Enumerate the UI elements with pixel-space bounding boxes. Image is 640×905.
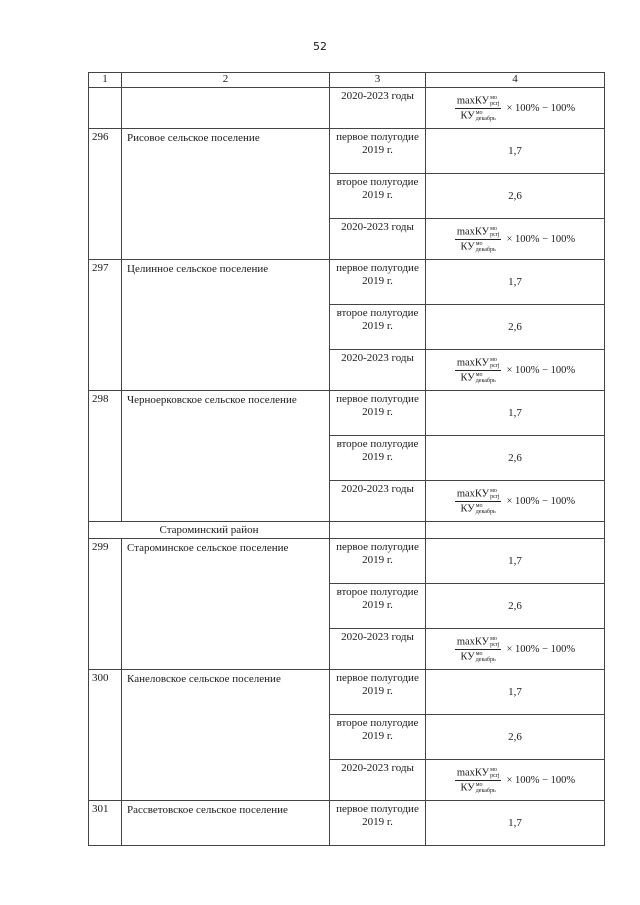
header-col-1: 1	[89, 73, 122, 88]
formula-denominator: КУ	[460, 240, 475, 252]
formula-fraction	[455, 95, 502, 122]
period-cell: второе полугодие 2019 г.	[330, 584, 426, 629]
district-name: Староминский район	[89, 522, 330, 539]
period-cell: 2020-2023 годы	[330, 760, 426, 801]
period-cell: второе полугодие 2019 г.	[330, 305, 426, 350]
formula-numerator-sub: pcrj	[490, 362, 500, 369]
settlement-name: Канеловское сельское поселение	[122, 670, 330, 801]
formula-denominator-sup: мо	[475, 371, 483, 378]
formula-numerator-sub: pcrj	[490, 772, 500, 779]
formula-cell	[426, 350, 605, 391]
formula-cell	[426, 760, 605, 801]
value-cell: 1,7	[426, 129, 605, 174]
row-number: 299	[89, 539, 122, 670]
formula-denominator-sub: декабрь	[475, 115, 496, 122]
formula-denominator-sup: мо	[475, 240, 483, 247]
period-cell: 2020-2023 годы	[330, 350, 426, 391]
formula-fraction	[455, 767, 502, 794]
table-row	[89, 539, 605, 584]
formula-numerator: maxКУ	[456, 94, 490, 106]
table-row	[89, 670, 605, 715]
formula-denominator-sub: декабрь	[475, 246, 496, 253]
period-cell: 2020-2023 годы	[330, 629, 426, 670]
data-table	[88, 72, 605, 846]
formula-denominator: КУ	[460, 109, 475, 121]
formula-multiplier: × 100% − 100%	[506, 643, 576, 655]
period-cell: 2020-2023 годы	[330, 219, 426, 260]
formula-numerator-sup: мо	[490, 766, 497, 773]
formula-numerator-sup: мо	[490, 487, 497, 494]
value-cell: 2,6	[426, 174, 605, 219]
settlement-name: Рисовое сельское поселение	[122, 129, 330, 260]
header-row	[89, 73, 605, 88]
formula-numerator: maxКУ	[456, 225, 490, 237]
formula-fraction	[455, 636, 502, 663]
row-number: 301	[89, 801, 122, 846]
period-cell: первое полугодие 2019 г.	[330, 801, 426, 846]
value-cell: 2,6	[426, 305, 605, 350]
formula-numerator: maxКУ	[456, 635, 490, 647]
formula-numerator: maxКУ	[456, 356, 490, 368]
value-cell: 1,7	[426, 539, 605, 584]
settlement-name: Староминское сельское поселение	[122, 539, 330, 670]
formula-denominator-sub: декабрь	[475, 508, 496, 515]
formula-numerator-sub: pcrj	[490, 231, 500, 238]
formula-cell	[426, 88, 605, 129]
formula	[426, 629, 604, 669]
period-cell: первое полугодие 2019 г.	[330, 260, 426, 305]
period-cell: первое полугодие 2019 г.	[330, 129, 426, 174]
period-cell: первое полугодие 2019 г.	[330, 539, 426, 584]
formula-numerator-sup: мо	[490, 635, 497, 642]
header-col-4: 4	[426, 73, 605, 88]
formula-multiplier: × 100% − 100%	[506, 774, 576, 786]
value-cell: 2,6	[426, 715, 605, 760]
formula-numerator: maxКУ	[456, 487, 490, 499]
formula-fraction	[455, 488, 502, 515]
period-cell: первое полугодие 2019 г.	[330, 670, 426, 715]
row-number: 300	[89, 670, 122, 801]
formula	[426, 350, 604, 390]
settlement-name: Целинное сельское поселение	[122, 260, 330, 391]
table-row	[89, 260, 605, 305]
formula	[426, 481, 604, 521]
formula-numerator-sub: pcrj	[490, 493, 500, 500]
formula-cell	[426, 629, 605, 670]
formula-numerator-sup: мо	[490, 225, 497, 232]
period-cell: первое полугодие 2019 г.	[330, 391, 426, 436]
formula-denominator-sub: декабрь	[475, 787, 496, 794]
formula-cell	[426, 219, 605, 260]
value-cell: 1,7	[426, 260, 605, 305]
formula-denominator: КУ	[460, 781, 475, 793]
formula-numerator-sub: pcrj	[490, 100, 500, 107]
formula-denominator: КУ	[460, 650, 475, 662]
formula-fraction	[455, 357, 502, 384]
district-row	[89, 522, 605, 539]
formula-numerator-sup: мо	[490, 94, 497, 101]
period-cell: второе полугодие 2019 г.	[330, 715, 426, 760]
formula-multiplier: × 100% − 100%	[506, 102, 576, 114]
formula-denominator-sup: мо	[475, 650, 483, 657]
value-cell: 2,6	[426, 436, 605, 481]
period-cell: 2020-2023 годы	[330, 88, 426, 129]
formula-numerator-sub: pcrj	[490, 641, 500, 648]
period-cell: второе полугодие 2019 г.	[330, 436, 426, 481]
formula-multiplier: × 100% − 100%	[506, 495, 576, 507]
table-row	[89, 129, 605, 174]
table-row	[89, 88, 605, 129]
formula	[426, 219, 604, 259]
formula-multiplier: × 100% − 100%	[506, 364, 576, 376]
formula-denominator-sub: декабрь	[475, 377, 496, 384]
table-row	[89, 391, 605, 436]
formula-multiplier: × 100% − 100%	[506, 233, 576, 245]
value-cell: 1,7	[426, 670, 605, 715]
formula-denominator-sup: мо	[475, 502, 483, 509]
value-cell: 1,7	[426, 391, 605, 436]
formula-numerator-sup: мо	[490, 356, 497, 363]
row-number: 297	[89, 260, 122, 391]
formula-denominator-sup: мо	[475, 109, 483, 116]
formula	[426, 88, 604, 128]
formula-cell	[426, 481, 605, 522]
formula	[426, 760, 604, 800]
table-row	[89, 801, 605, 846]
period-cell: второе полугодие 2019 г.	[330, 174, 426, 219]
formula-denominator-sub: декабрь	[475, 656, 496, 663]
header-col-2: 2	[122, 73, 330, 88]
value-cell: 2,6	[426, 584, 605, 629]
page-number: 52	[313, 40, 327, 53]
settlement-name: Рассветовское сельское поселение	[122, 801, 330, 846]
formula-fraction	[455, 226, 502, 253]
formula-numerator: maxКУ	[456, 766, 490, 778]
row-number: 296	[89, 129, 122, 260]
header-col-3: 3	[330, 73, 426, 88]
settlement-name: Черноерковское сельское поселение	[122, 391, 330, 522]
formula-denominator: КУ	[460, 371, 475, 383]
period-cell: 2020-2023 годы	[330, 481, 426, 522]
formula-denominator-sup: мо	[475, 781, 483, 788]
formula-denominator: КУ	[460, 502, 475, 514]
value-cell: 1,7	[426, 801, 605, 846]
row-number: 298	[89, 391, 122, 522]
